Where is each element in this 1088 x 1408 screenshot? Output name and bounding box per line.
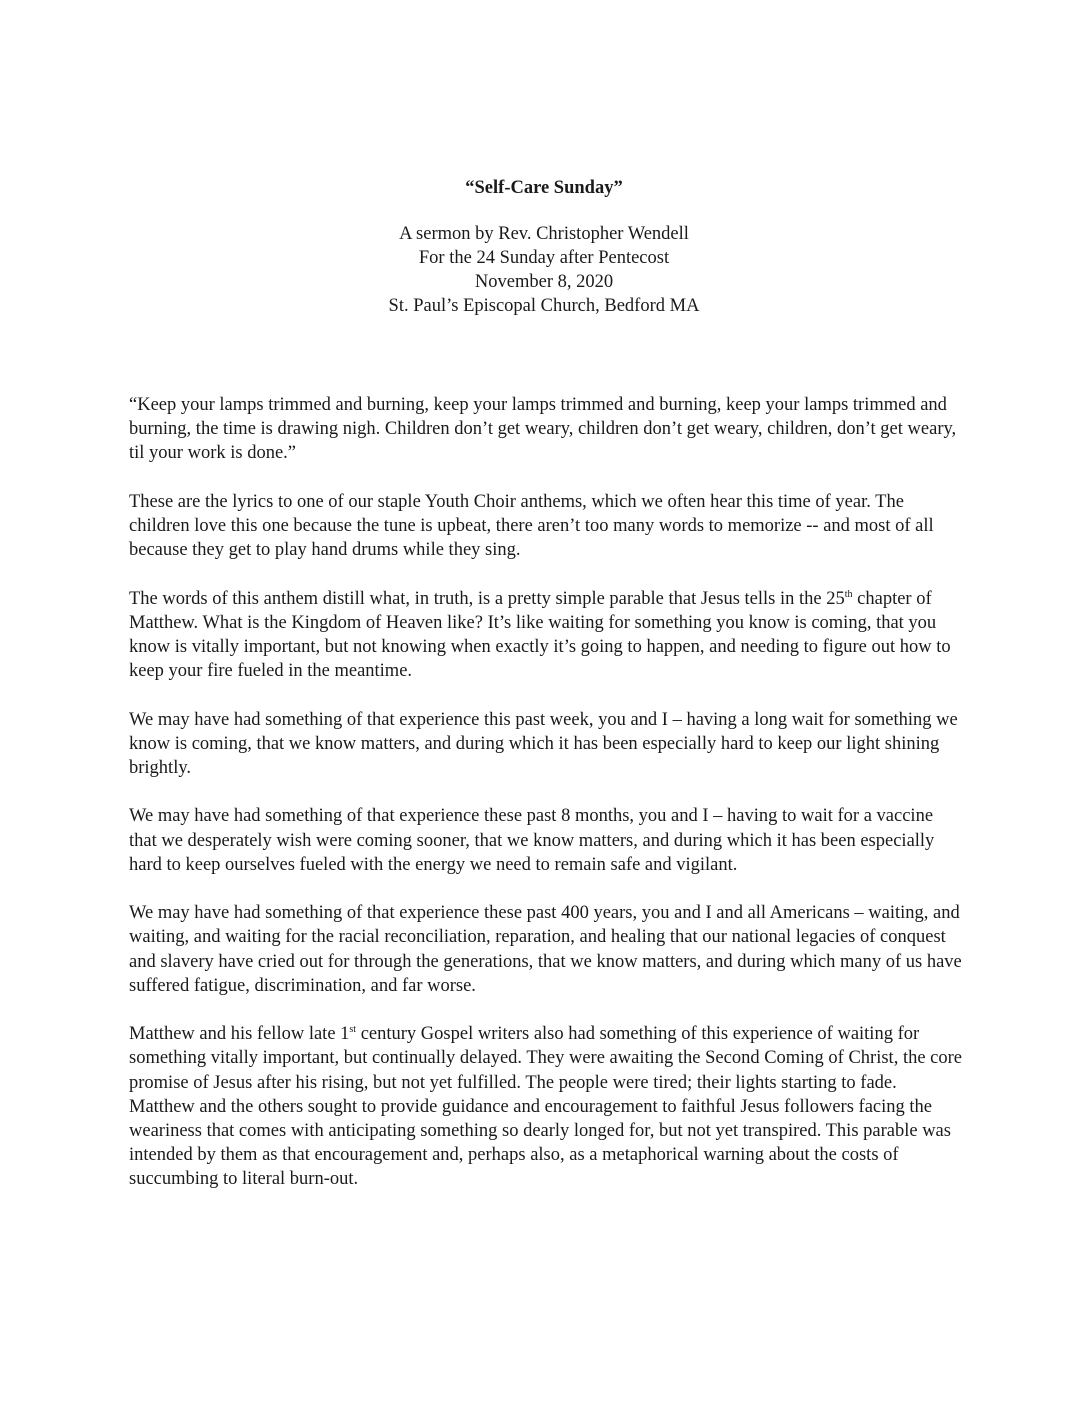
ordinal-suffix: th <box>844 588 853 600</box>
sermon-title: “Self-Care Sunday” <box>465 178 623 198</box>
paragraph-past-years: We may have had something of that experience these past 400 years, you and I and all Americans – waiting, and waiting, and waiting for the racial reconciliation, reparation, and healing that our national legacies of conquest and slavery have cried out for through the generations, that we know matters, and during which many of us have suffered fatigue, discrimination, and far worse. <box>129 903 962 996</box>
ordinal-suffix: st <box>349 1024 357 1036</box>
paragraph-text: The words of this anthem distill what, in truth, is a pretty simple parable that Jesus tells in the 25 <box>129 588 845 609</box>
byline-location: St. Paul’s Episcopal Church, Bedford MA <box>388 296 700 316</box>
byline <box>0 222 1088 318</box>
paragraph-past-week: We may have had something of that experience this past week, you and I – having a long wait for something we know is coming, that we know matters, and during which it has been especially hard to keep our light shining brightly. <box>129 709 958 778</box>
paragraph-text: chapter of Matthew. What is the Kingdom of Heaven like? It’s like waiting for something you know is coming, that you know is vitally important, but not knowing when exactly it’s going to happen, and needing to figure out how to keep your fire fueled in the meantime. <box>129 588 951 682</box>
paragraph-past-months: We may have had something of that experience these past 8 months, you and I – having to wait for a vaccine that we desperately wish were coming sooner, that we know matters, and during which it has been especially hard to keep ourselves fueled with the energy we need to remain safe and vigilant. <box>129 806 935 875</box>
paragraph-text: century Gospel writers also had something of this experience of waiting for something vitally important, but continually delayed. They were awaiting the Second Coming of Christ, the core promise of Jesus after his rising, but not yet fulfilled. The people were tired; their lights starting to fade. Matthew and the others sought to provide guidance and encouragement to faithful Jesus followers facing the weariness that comes with anticipating something so dearly longed for, but not yet transpired. This parable was intended by them as that encouragement and, perhaps also, as a metaphorical warning about the costs of succumbing to literal burn-out. <box>129 1024 963 1190</box>
paragraph-parable <box>129 587 965 684</box>
byline-author: A sermon by Rev. Christopher Wendell <box>399 224 689 244</box>
byline-occasion: For the 24 Sunday after Pentecost <box>418 248 670 268</box>
byline-date: November 8, 2020 <box>474 272 614 292</box>
sermon-body <box>129 393 965 1216</box>
paragraph-lyrics: “Keep your lamps trimmed and burning, keep your lamps trimmed and burning, keep your lamps trimmed and burning, the time is drawing nigh. Children don’t get weary, children don’t get weary, children, don’t get weary, til your work is done.” <box>129 395 957 464</box>
paragraph-text: Matthew and his fellow late 1 <box>129 1024 350 1045</box>
paragraph-youth-choir: These are the lyrics to one of our staple Youth Choir anthems, which we often hear this time of year. The children love this one because the tune is upbeat, there aren’t too many words to memorize -- and most of all because they get to play hand drums while they sing. <box>129 491 934 561</box>
paragraph-gospel-writers <box>129 1022 965 1191</box>
